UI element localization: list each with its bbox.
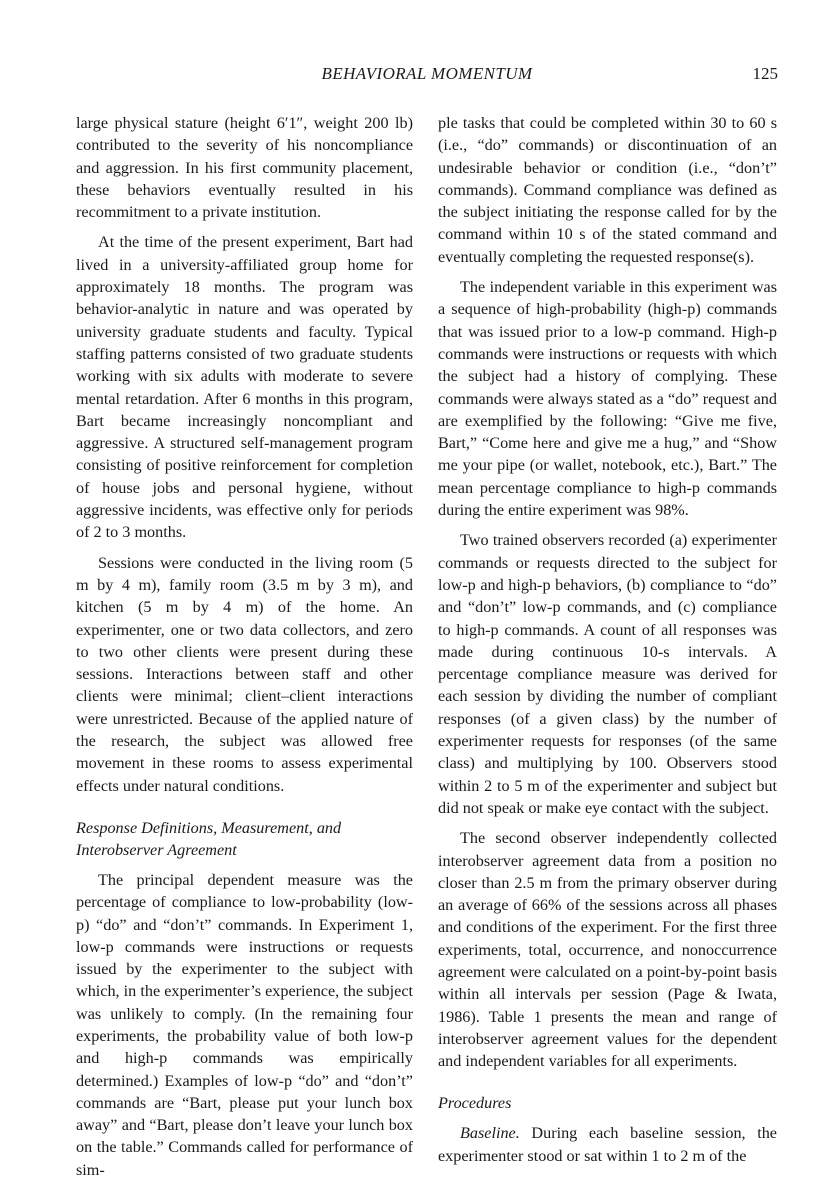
paragraph: ple tasks that could be completed within 30 to 60 s (i.e., “do” commands) or discontinuation of an undesirable behavior or condition (i.e., “don’t” commands). Command compliance was defined as the subject initiating the response called for by the command within 10 s of the stated command and eventually completing the requested response(s). bbox=[438, 114, 777, 266]
paragraph: Sessions were conducted in the living room (5 m by 4 m), family room (3.5 m by 3 m), and kitchen (5 m by 4 m) of the home. An experimenter, one or two data collectors, and zero to two other clients were present during these sessions. Interactions between staff and other clients were minimal; client–client interactions were unrestricted. Because of the applied nature of the research, the subject was allowed free movement in these rooms to assess experimental effects under natural conditions. bbox=[76, 553, 413, 795]
paragraph: The second observer independently collected interobserver agreement data from a position no closer than 2.5 m from the primary observer during an average of 66% of the sessions across all phases and conditions of the experiment. For the first three experiments, total, occurrence, and nonoccurrence agreement were calculated on a point-by-point basis within all intervals per session (Page & Iwata, 1986). Table 1 presents the mean and range of interobserver agreement values for the dependent and independent variables for all experiments. bbox=[438, 829, 777, 1071]
running-title: BEHAVIORAL MOMENTUM bbox=[321, 64, 533, 83]
page-number: 125 bbox=[752, 64, 778, 83]
left-column bbox=[76, 112, 413, 1181]
paragraph: At the time of the present experiment, Bart had lived in a university-affiliated group home for approximately 18 months. The program was behavior-analytic in nature and was operated by university graduate students and faculty. Typical staffing patterns consisted of two graduate students working with six adults with moderate to severe mental retardation. After 6 months in this program, Bart became increasingly noncompliant and aggressive. A structured self-management program consisting of positive reinforcement for completion of house jobs and personal hygiene, without aggressive incidents, was effective only for periods of 2 to 3 months. bbox=[76, 233, 413, 542]
paragraph bbox=[438, 1122, 777, 1167]
paragraph: The independent variable in this experiment was a sequence of high-probability (high-p) commands that was issued prior to a low-p command. High-p commands were instructions or requests with which the subject had a history of complying. These commands were always stated as a “do” request and are exemplified by the following: “Give me five, Bart,” “Come here and give me a hug,” and “Show me your pipe (or wallet, notebook, etc.), Bart.” The mean percentage compliance to high-p commands during the entire experiment was 98%. bbox=[438, 278, 777, 520]
right-column bbox=[438, 112, 777, 1167]
paragraph-text: During each baseline session, the experimenter stood or sat within 1 to 2 m of the bbox=[438, 1124, 777, 1165]
paragraph: large physical stature (height 6′1″, weight 200 lb) contributed to the severity of his noncompliance and aggression. In his first community placement, these behaviors eventually resulted in his recommitment to a private institution. bbox=[76, 114, 413, 222]
paragraph: The principal dependent measure was the percentage of compliance to low-probability (low-p) “do” and “don’t” commands. In Experiment 1, low-p commands were instructions or requests issued by the experimenter to the subject with which, in the experimenter’s experience, the subject was unlikely to comply. (In the remaining four experiments, the probability value of both low-p and high-p commands was empirically determined.) Examples of low-p “do” and “don’t” commands are “Bart, please put your lunch box away” and “Bart, please don’t leave your lunch box on the table.” Commands called for performance of sim- bbox=[76, 870, 413, 1179]
run-in-heading: Baseline. bbox=[460, 1124, 520, 1143]
section-heading: Procedures bbox=[438, 1094, 512, 1113]
section-heading: Response Definitions, Measurement, and Interobserver Agreement bbox=[76, 818, 342, 859]
paragraph: Two trained observers recorded (a) experimenter commands or requests directed to the subject for low-p and high-p behaviors, (b) compliance to “do” and “don’t” low-p commands, and (c) compliance to high-p commands. A count of all responses was made during continuous 10-s intervals. A percentage compliance measure was derived for each session by dividing the number of compliant responses (of a given class) by the number of experimenter requests for responses (of the same class) and multiplying by 100. Observers stood within 2 to 5 m of the experimenter and subject but did not speak or make eye contact with the subject. bbox=[438, 531, 777, 817]
page-header bbox=[76, 64, 778, 88]
